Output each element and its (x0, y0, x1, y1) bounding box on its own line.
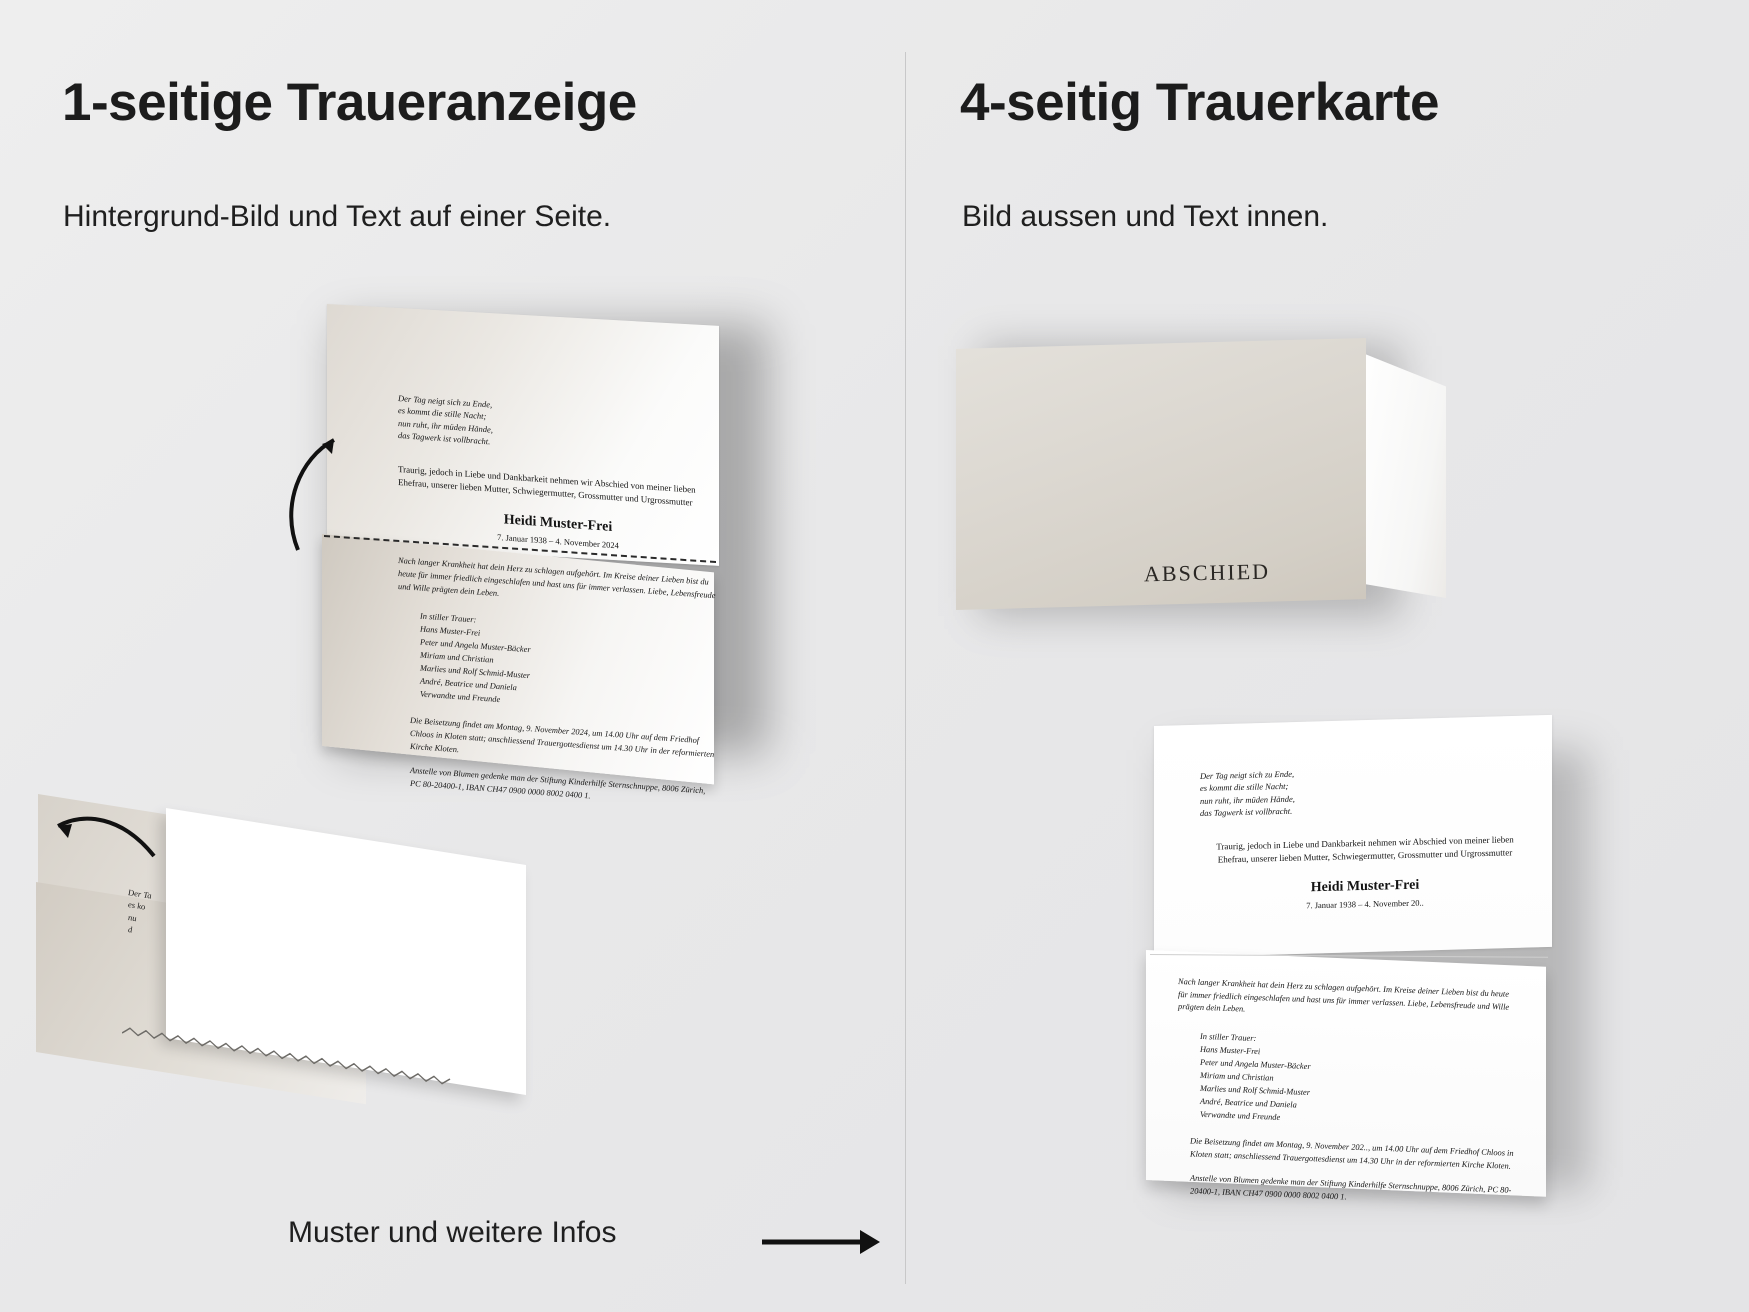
funeral-details: Die Beisetzung findet am Montag, 9. November 202.., um 14.00 Uhr auf dem Friedhof Chloos in Kloten statt; anschliessend Trauergottesdienst um 14.30 Uhr in der reformierten Kirche Kloten. (1190, 1136, 1514, 1171)
mourner-item: Peter und Angela Muster-Bäcker (420, 637, 531, 655)
deceased-name: Heidi Muster-Frei (503, 512, 613, 536)
left-column-subtitle: Hintergrund-Bild und Text auf einer Seite. (63, 200, 612, 233)
column-divider (905, 52, 906, 1284)
right-column-subtitle: Bild aussen und Text innen. (962, 200, 1329, 233)
mourners-title: In stiller Trauer: (1200, 1031, 1257, 1043)
open-card-mockup (1140, 726, 1700, 1246)
fold-arrow-up-icon (286, 432, 356, 552)
memorial-paragraph: Nach langer Krankheit hat dein Herz zu schlagen aufgehört. Im Kreise deiner Lieben bist du heute für immer friedlich eingeschlafen und hast uns für immer verlassen. Liebe, Lebensfreude und Wille prägten dein Leben. (398, 556, 716, 601)
deceased-dates: 7. Januar 1938 – 4. November 2024 (497, 532, 619, 551)
mourner-item: Miriam und Christian (420, 650, 494, 665)
poem-text: Der Tag neigt sich zu Ende, es kommt die stille Nacht; nun ruht, ihr müden Hände, das Tagwerk ist vollbracht. (1200, 768, 1295, 818)
mourners-title: In stiller Trauer: (420, 611, 477, 625)
mourners-block (420, 610, 718, 722)
open-card-text-top (1200, 762, 1530, 933)
donation-details: Anstelle von Blumen gedenke man der Stiftung Kinderhilfe Sternschnuppe, 8006 Zürich, PC 80-20400-1, IBAN CH47 0900 0000 8002 0400 1. (410, 765, 706, 801)
mourner-item: Hans Muster-Frei (1200, 1044, 1261, 1057)
mourners-block (1200, 1030, 1518, 1133)
mourner-item: Marlies und Rolf Schmid-Muster (420, 663, 531, 681)
mourner-item: Verwandte und Freunde (420, 689, 501, 705)
memorial-paragraph: Nach langer Krankheit hat dein Herz zu schlagen aufgehört. Im Kreise deiner Lieben bist du heute für immer friedlich eingeschlafen und hast uns für immer verlassen. Liebe, Lebensfreude und Wille prägten dein Leben. (1178, 977, 1510, 1014)
mourner-item: André, Beatrice und Daniela (1200, 1096, 1297, 1110)
poem-text: Der Tag neigt sich zu Ende, es kommt die stille Nacht; nun ruht, ihr müden Hände, das Tagwerk ist vollbracht. (398, 393, 493, 447)
funeral-details: Die Beisetzung findet am Montag, 9. November 2024, um 14.00 Uhr auf dem Friedhof Chloos in Kloten statt; anschliessend Trauergottesdienst um 14.30 Uhr in der reformierten Kirche Kloten. (410, 716, 715, 759)
bottom-caption: Muster und weitere Infos (288, 1216, 617, 1249)
lead-text: Traurig, jedoch in Liebe und Dankbarkeit nehmen wir Abschied von meiner lieben Ehefrau, unserer lieben Mutter, Schwiegermutter, Grossmutter und Urgrossmutter (1216, 834, 1514, 865)
mourner-item: Verwandte und Freunde (1200, 1109, 1281, 1122)
flyer-mockup (318, 296, 798, 801)
left-column-title: 1-seitige Traueranzeige (62, 73, 637, 132)
deceased-name: Heidi Muster-Frei (1310, 877, 1420, 896)
envelope-peek-text: Der Ta es ko nu d (128, 887, 152, 935)
mourner-item: André, Beatrice und Daniela (420, 676, 517, 693)
folded-card-back-panel (1360, 352, 1446, 598)
folded-card-mockup (956, 320, 1516, 650)
right-column-title: 4-seitig Trauerkarte (960, 73, 1440, 132)
mourner-item: Peter und Angela Muster-Bäcker (1200, 1057, 1311, 1071)
mourner-item: Miriam und Christian (1200, 1070, 1274, 1083)
envelope-arrow-icon (48, 808, 158, 868)
arrow-right-icon (760, 1226, 880, 1258)
flyer-text-block (398, 392, 718, 824)
mourner-item: Marlies und Rolf Schmid-Muster (1200, 1083, 1311, 1097)
lead-text: Traurig, jedoch in Liebe und Dankbarkeit nehmen wir Abschied von meiner lieben Ehefrau, unserer lieben Mutter, Schwiegermutter, Grossmutter und Urgrossmutter (398, 464, 696, 508)
card-front-word: ABSCHIED (1143, 558, 1271, 587)
open-card-text-bottom (1178, 976, 1518, 1222)
donation-details: Anstelle von Blumen gedenke man der Stiftung Kinderhilfe Sternschnuppe, 8006 Zürich, PC 80-20400-1, IBAN CH47 0900 0000 8002 0400 1. (1190, 1173, 1512, 1202)
deceased-dates: 7. Januar 1938 – 4. November 20.. (1306, 897, 1424, 911)
mourner-item: Hans Muster-Frei (420, 624, 481, 638)
